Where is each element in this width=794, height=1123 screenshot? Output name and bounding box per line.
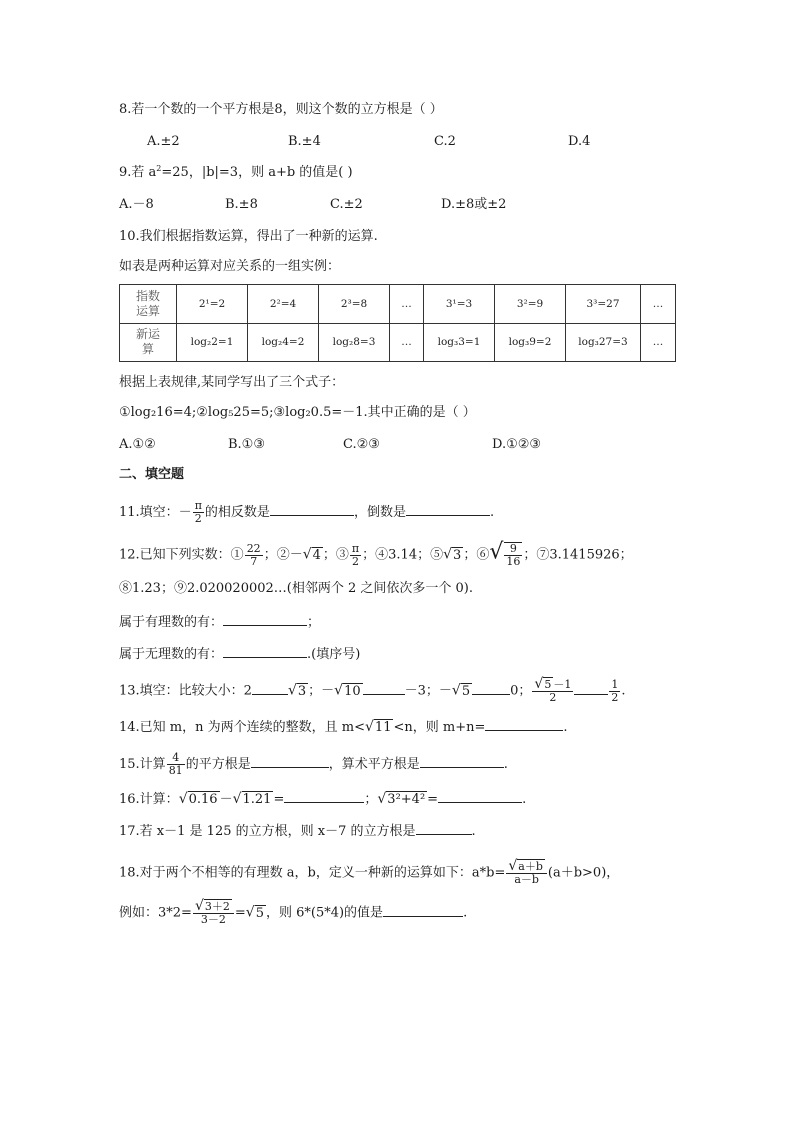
table-cell: 2¹=2 — [177, 285, 248, 324]
q9-option-d: D.±8或±2 — [441, 197, 507, 212]
q11: 11.填空：－ $\frac{\pi}{2}$ 的相反数是 ，倒数是 . — [119, 499, 495, 525]
q8-option-b: B.±4 — [288, 134, 321, 149]
answer-blank[interactable] — [270, 501, 354, 516]
answer-blank[interactable] — [574, 680, 608, 695]
q8-option-d: D.4 — [568, 134, 591, 149]
q10-intro: 如表是两种运算对应关系的一组实例： — [119, 259, 341, 274]
q16: 16.计算：√0.16 －√1.21 = ；√3²+4² = . — [119, 788, 526, 809]
answer-blank[interactable] — [223, 643, 307, 658]
answer-blank[interactable] — [438, 788, 522, 803]
table-row-head-exp: 指数 运算 — [120, 285, 177, 324]
table-cell: log₃3=1 — [424, 323, 495, 362]
q10-option-d: D.①②③ — [492, 437, 542, 452]
table-cell: 3³=27 — [566, 285, 641, 324]
answer-blank[interactable] — [420, 753, 504, 768]
q17: 17.若 x－1 是 125 的立方根，则 x－7 的立方根是 . — [119, 820, 476, 841]
table-cell: … — [390, 323, 424, 362]
q10-stem: 10.我们根据指数运算，得出了一种新的运算. — [119, 229, 378, 244]
table-cell: log₂2=1 — [177, 323, 248, 362]
fraction: $\frac{1}{2}$ — [611, 677, 619, 704]
q9-stem: 9.若 $a^2=25$，|b|=3，则 a+b 的值是( ) — [119, 164, 353, 180]
q12-line1: 12.已知下列实数：① $\frac{22}{7}$ ；②－√4 ；③ $\frac{\pi}{2}$ ；④3.14；⑤√3 ；⑥√ $\frac{9}{16}$ ；⑦3.1415926； — [119, 539, 633, 568]
q8-stem: 8.若一个数的一个平方根是8，则这个数的立方根是（ ） — [119, 102, 443, 117]
fraction: $\frac{4}{81}$ — [168, 751, 183, 777]
table-row-head-new: 新运 算 — [120, 323, 177, 362]
table-cell: log₂8=3 — [319, 323, 390, 362]
fraction: $\frac{√a+b}{a-b}$ — [506, 860, 547, 886]
table-cell: log₃27=3 — [566, 323, 641, 362]
q10-option-b: B.①③ — [228, 437, 265, 452]
table-cell: log₂4=2 — [248, 323, 319, 362]
answer-blank[interactable] — [472, 680, 510, 695]
q12-rational: 属于有理数的有： ； — [119, 611, 320, 632]
fraction: $\frac{√3+2}{3-2}$ — [193, 900, 234, 926]
q9-option-c: C.±2 — [330, 197, 363, 212]
table-cell: 3²=9 — [495, 285, 566, 324]
answer-blank[interactable] — [406, 501, 490, 516]
answer-blank[interactable] — [251, 753, 329, 768]
fraction: $\frac{9}{16}$ — [506, 542, 521, 568]
answer-blank[interactable] — [252, 680, 288, 695]
answer-blank[interactable] — [485, 716, 563, 731]
q9-option-a: A.－8 — [119, 197, 154, 212]
answer-blank[interactable] — [363, 680, 405, 695]
table-cell: … — [641, 323, 676, 362]
q12-line2: ⑧1.23；⑨2.020020002…(相邻两个 2 之间依次多一个 0). — [119, 581, 474, 596]
table-row — [120, 285, 676, 324]
table-cell: 3¹=3 — [424, 285, 495, 324]
answer-blank[interactable] — [416, 820, 472, 835]
q10-expressions: ①log₂16=4;②log₅25=5;③log₂0.5=－1.其中正确的是（ ） — [119, 405, 476, 420]
q18-line1: 18.对于两个不相等的有理数 a，b，定义一种新的运算如下：a*b= $\frac{√a+b}{a-b}$ (a＋b>0)， — [119, 858, 620, 886]
table-cell: 2³=8 — [319, 285, 390, 324]
q10-option-c: C.②③ — [343, 437, 380, 452]
q8-option-c: C.2 — [434, 134, 456, 149]
example-table — [119, 284, 676, 362]
q18-line2: 例如：3*2= $\frac{√3+2}{3-2}$ =√5 ，则 6*(5*4)的值是 . — [119, 898, 468, 926]
q10-option-a: A.①② — [119, 437, 156, 452]
fraction: $\frac{√5 -1}{2}$ — [534, 676, 572, 704]
answer-blank[interactable] — [223, 611, 307, 626]
table-cell: log₃9=2 — [495, 323, 566, 362]
q13: 13.填空：比较大小：2 √3 ；－√10 －3；－√5 0； $\frac{√5 -1}{2}$ $\frac{1}{2}$ . — [119, 676, 626, 704]
answer-blank[interactable] — [284, 788, 364, 803]
q14: 14.已知 m，n 为两个连续的整数，且 m<√11 <n，则 m+n= . — [119, 716, 568, 737]
table-row — [120, 323, 676, 362]
table-cell: … — [641, 285, 676, 324]
q8-option-a: A.±2 — [147, 134, 180, 149]
fraction: $\frac{\pi}{2}$ — [194, 499, 202, 525]
q9-option-b: B.±8 — [225, 197, 258, 212]
fraction: $\frac{22}{7}$ — [246, 541, 261, 568]
table-cell: … — [390, 285, 424, 324]
fraction: $\frac{\pi}{2}$ — [351, 541, 360, 568]
q10-rule-text: 根据上表规律,某同学写出了三个式子： — [119, 375, 345, 390]
answer-blank[interactable] — [383, 902, 463, 917]
table-cell: 2²=4 — [248, 285, 319, 324]
q12-irrational: 属于无理数的有： .(填序号) — [119, 643, 360, 664]
q15: 15.计算 $\frac{4}{81}$ 的平方根是 ，算术平方根是 . — [119, 751, 508, 777]
section-heading: 二、填空题 — [119, 467, 185, 482]
